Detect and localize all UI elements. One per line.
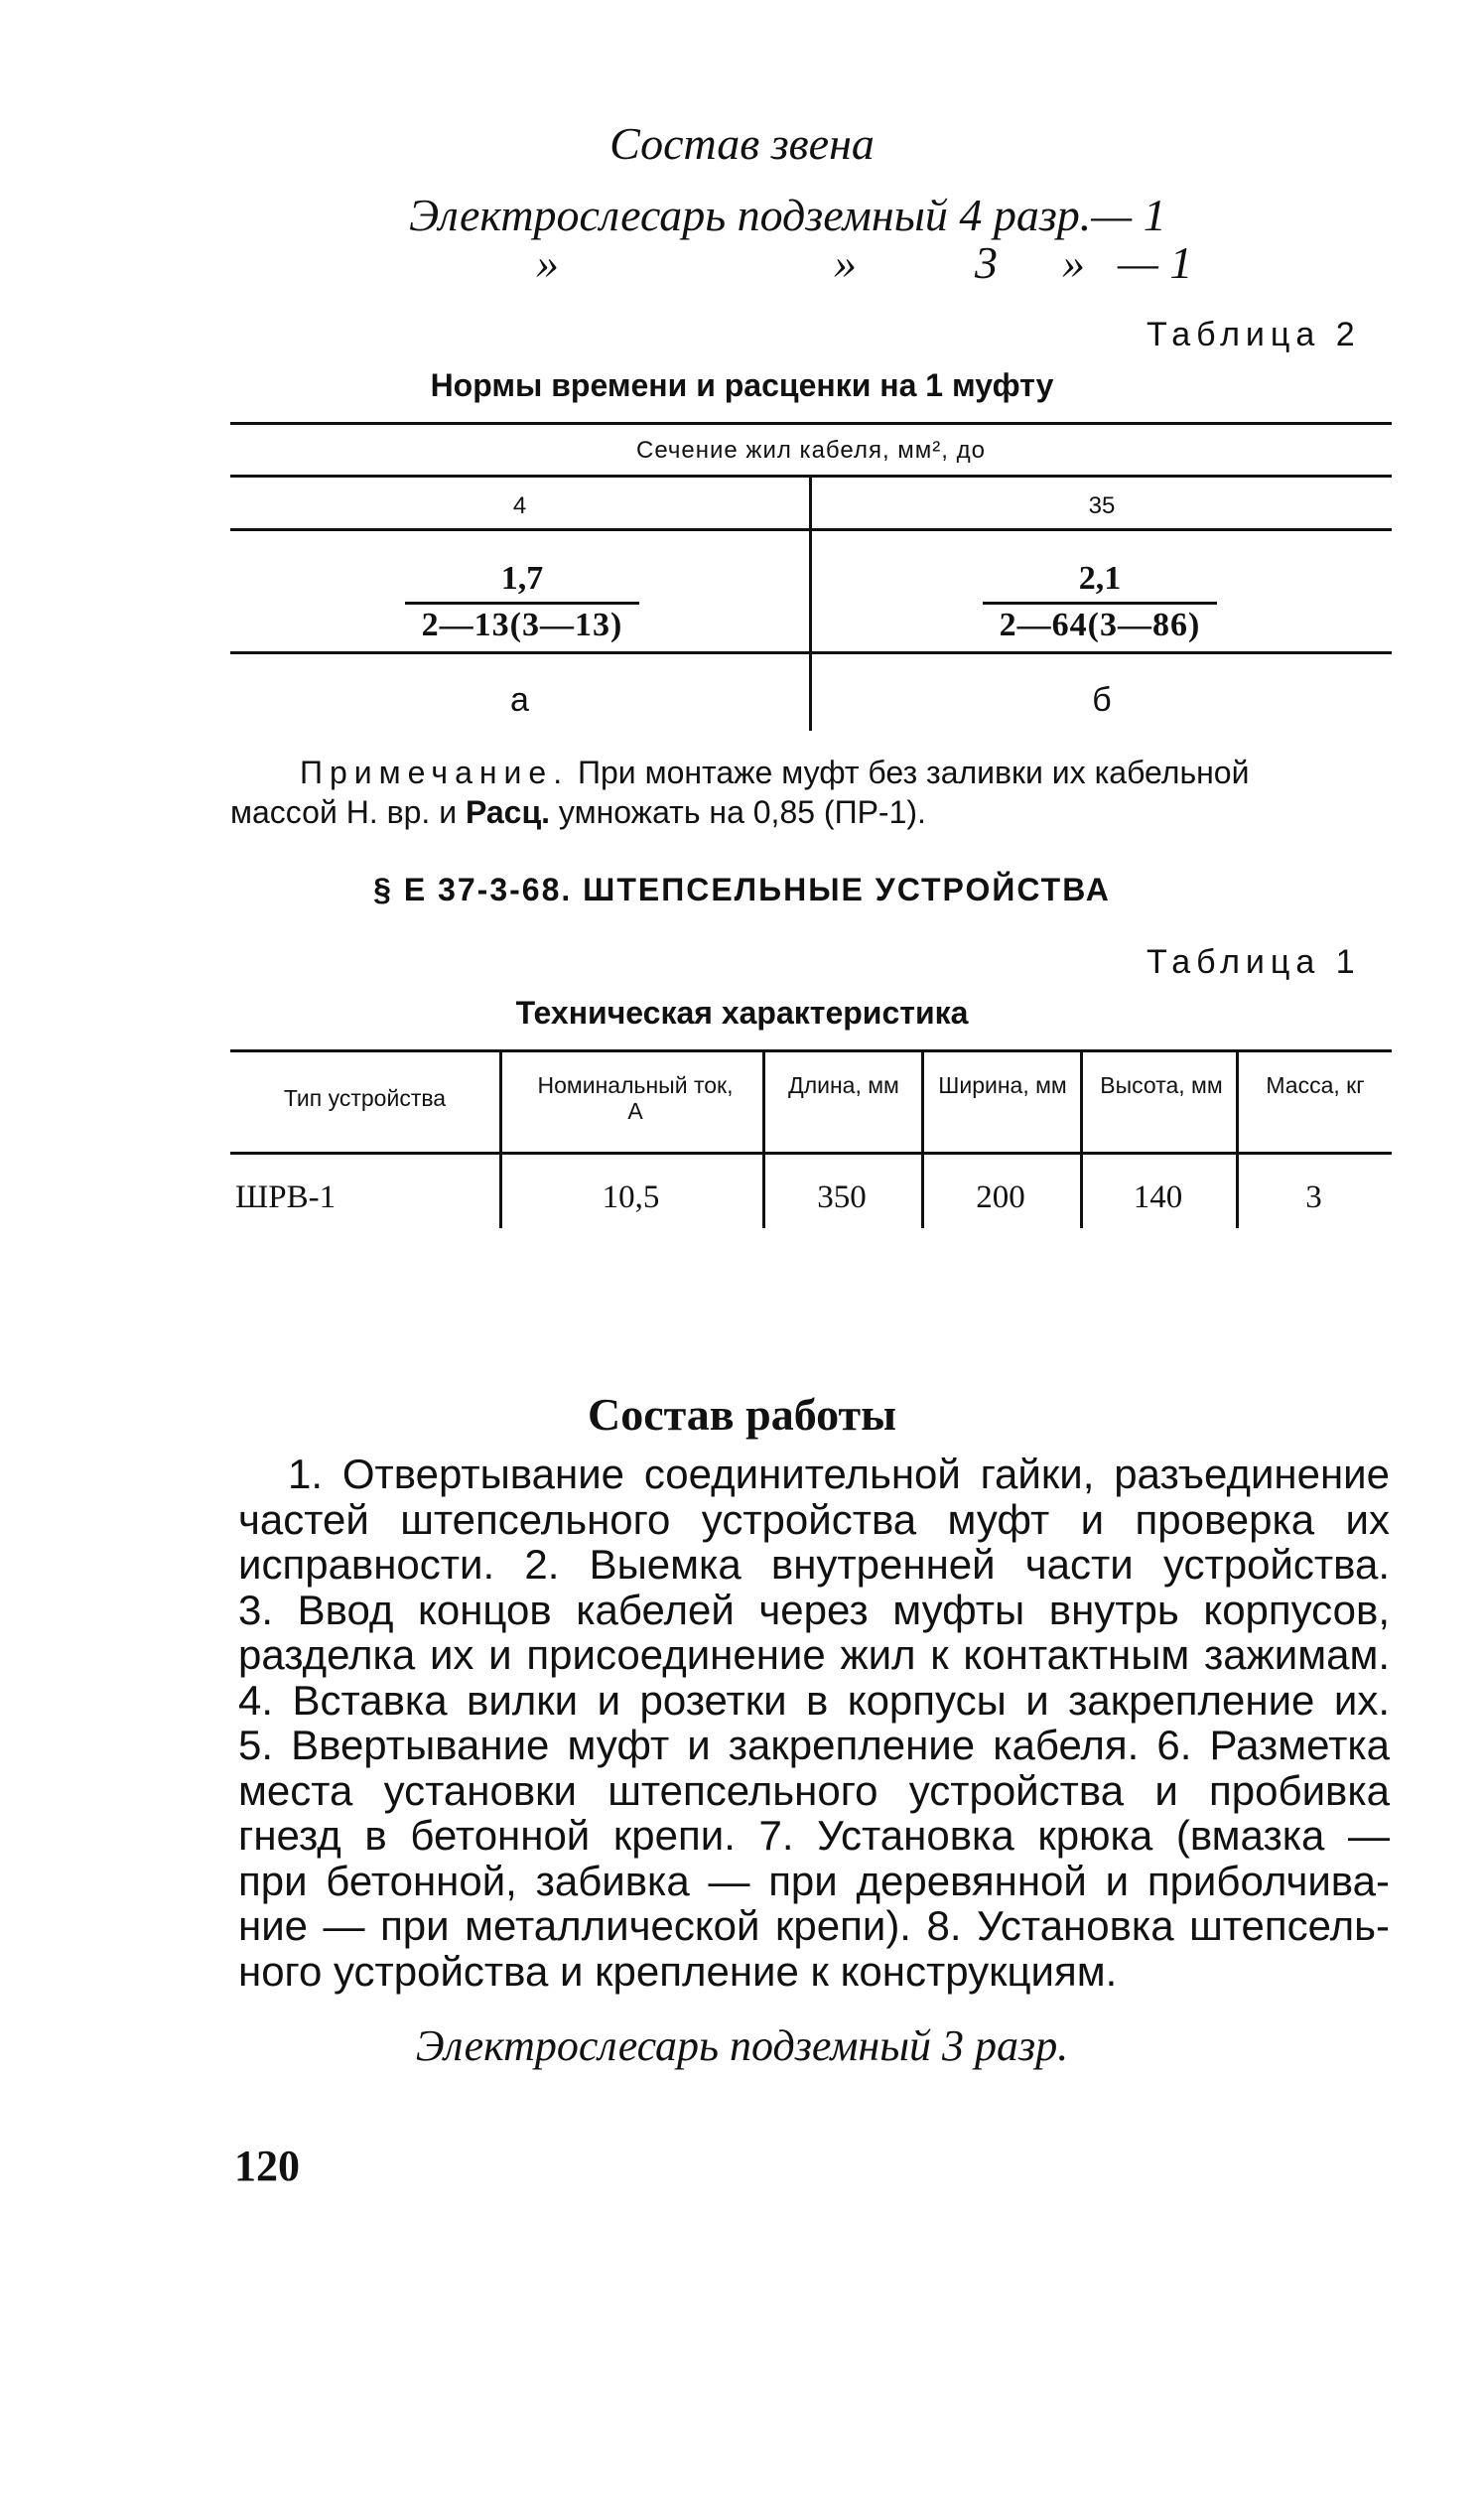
cell-width: 200 xyxy=(976,1179,1025,1215)
rate-value: 2—13(3—13) xyxy=(405,602,639,642)
rate-value: 2—64(3—86) xyxy=(983,602,1217,642)
row-label-a: а xyxy=(510,681,529,719)
note-text: массой Н. вр. и xyxy=(230,794,458,830)
cell-device-type: ШРВ-1 xyxy=(235,1179,337,1215)
table-2-col-4: 4 xyxy=(512,492,527,519)
work-line: ного устройства и крепление к конструкциям. xyxy=(238,1947,1118,1995)
note-text: При монтаже муфт без заливки их кабельной xyxy=(578,755,1250,790)
cell-height: 140 xyxy=(1133,1179,1183,1215)
work-heading: Состав работы xyxy=(587,1389,897,1440)
header-mass: Масса, кг xyxy=(1266,1072,1365,1098)
ditto-mark: » xyxy=(834,237,857,288)
time-norm: 2,1 xyxy=(1078,560,1122,597)
table-1-title: Техническая характеристика xyxy=(515,995,969,1031)
table-1-label: Таблица 1 xyxy=(1147,943,1361,981)
table-2-title: Нормы времени и расценки на 1 муфту xyxy=(430,367,1054,403)
crew-grade: 3 xyxy=(975,237,998,288)
rate-cell-35 xyxy=(983,562,1217,642)
section-title: § Е 37-3-68. ШТЕПСЕЛЬНЫЕ УСТРОЙСТВА xyxy=(373,872,1111,907)
work-line: частей штепсельного устройства муфт и проверка их xyxy=(238,1495,1390,1543)
work-line: разделка их и присоединение жил к контактным зажимам. xyxy=(238,1631,1390,1678)
row-label-b: б xyxy=(1092,681,1112,719)
header-width: Ширина, мм xyxy=(938,1072,1067,1098)
work-line: гнезд в бетонной крепи. 7. Установка крюка (вмазка — xyxy=(238,1812,1390,1859)
crew-heading: Состав звена xyxy=(609,118,875,169)
time-norm: 1,7 xyxy=(500,560,544,597)
cell-rated-current: 10,5 xyxy=(602,1179,660,1215)
crew-line-1: Электрослесарь подземный 4 разр.— 1 xyxy=(409,190,1166,240)
header-device-type: Тип устройства xyxy=(283,1085,447,1111)
rate-cell-4 xyxy=(405,562,639,642)
work-line: 4. Вставка вилки и розетки в корпусы и закрепление их. xyxy=(238,1676,1390,1724)
page-number: 120 xyxy=(234,2142,300,2190)
work-line: ние — при металлической крепи). 8. Установка штепсель- xyxy=(238,1902,1390,1949)
note-text: умножать на 0,85 (ПР-1). xyxy=(558,794,926,830)
note-lead: Примечание. xyxy=(300,755,570,790)
work-paragraph xyxy=(238,1452,1390,1994)
ditto-mark: » xyxy=(1062,237,1085,288)
cell-mass: 3 xyxy=(1305,1179,1322,1215)
table-2-col-35: 35 xyxy=(1088,492,1116,519)
work-line: при бетонной, забивка — при деревянной и приболчива- xyxy=(238,1857,1390,1904)
table-2-label: Таблица 2 xyxy=(1147,316,1361,353)
cell-length: 350 xyxy=(817,1179,867,1215)
crew-count: — 1 xyxy=(1118,237,1193,288)
header-rated-current: Номинальный ток, А xyxy=(537,1072,734,1124)
crew-line-2 xyxy=(0,236,1484,286)
header-height: Высота, мм xyxy=(1100,1072,1223,1098)
work-line: 3. Ввод концов кабелей через муфты внутрь корпусов, xyxy=(238,1586,1390,1633)
work-line: исправности. 2. Выемка внутренней части устройства. xyxy=(238,1541,1390,1588)
work-line: места установки штепсельного устройства и пробивка xyxy=(238,1766,1390,1814)
work-line: 5. Ввертывание муфт и закрепление кабеля. 6. Разметка xyxy=(238,1722,1390,1768)
note-line-1 xyxy=(300,755,1392,791)
work-worker: Электрослесарь подземный 3 разр. xyxy=(415,2021,1069,2070)
ditto-mark: » xyxy=(536,237,559,288)
note-line-2 xyxy=(230,794,926,831)
table-2-header: Сечение жил кабеля, мм², до xyxy=(636,437,986,464)
work-line: 1. Отвертывание соединительной гайки, разъединение xyxy=(288,1451,1390,1497)
header-length: Длина, мм xyxy=(788,1072,899,1098)
note-bold-term: Расц. xyxy=(465,794,551,830)
